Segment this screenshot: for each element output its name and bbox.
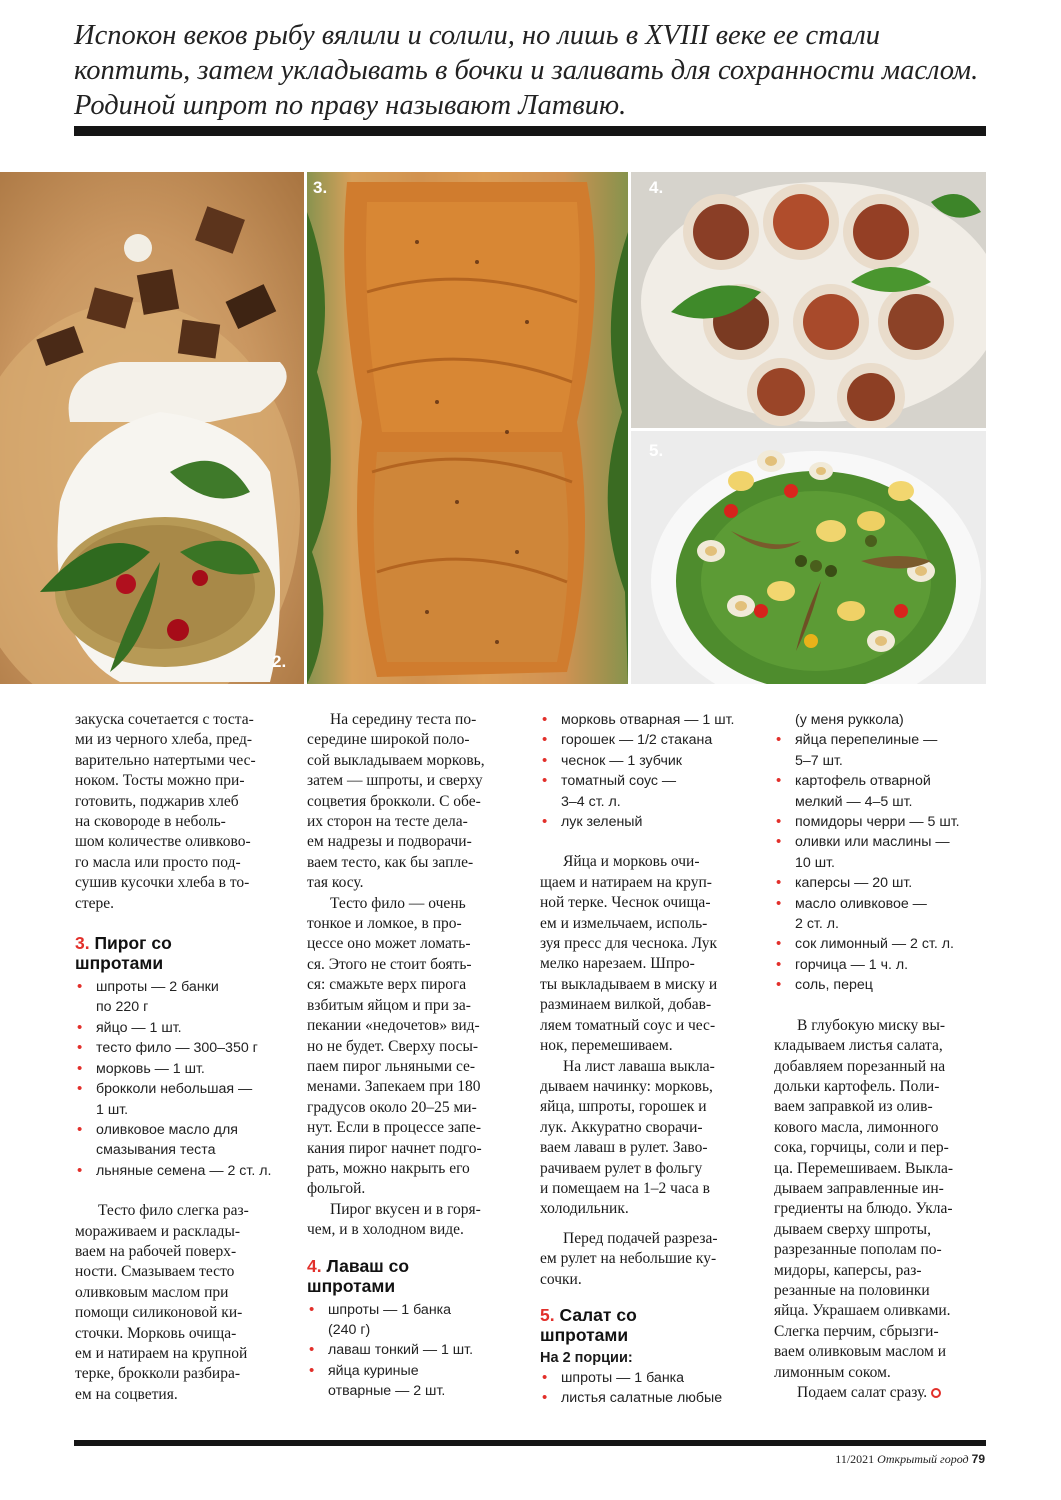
recipe-title: шпротами: [540, 1324, 629, 1345]
ingredient-item: • каперсы — 20 шт.: [774, 873, 986, 893]
body-line: терке, брокколи разбира-: [75, 1365, 241, 1383]
ingredient-item: смазывания теста: [96, 1142, 216, 1159]
photo-sprat-salad-art: [631, 431, 986, 684]
intro-divider: [74, 126, 986, 136]
body-line: ся: смажьте верх пирога: [307, 976, 467, 994]
body-line: [774, 1383, 986, 1403]
body-line: ваем на рабочей поверх-: [75, 1242, 237, 1260]
ingredient-list: [540, 1368, 760, 1409]
issue-number: 11/2021: [835, 1452, 875, 1466]
body-line: На лист лаваша выкла-: [563, 1057, 715, 1075]
body-line: нут. Если в процессе запе-: [307, 1119, 482, 1137]
body-line: чем, и в холодном виде.: [307, 1221, 464, 1239]
body-line: и помещаем на 1–2 часа в: [540, 1179, 710, 1197]
ingredient-list: [774, 710, 986, 996]
body-line: разрезанные пополам по-: [774, 1241, 942, 1259]
photo-number: 5.: [649, 441, 664, 460]
body-line: менами. Запекаем при 180: [307, 1078, 481, 1096]
ingredient-item: (у меня руккола): [795, 712, 904, 728]
body-line: гредиенты на блюдо. Укла-: [774, 1200, 953, 1218]
photo-number: 3.: [313, 178, 328, 197]
body-line: рать, можно накрыть его: [307, 1159, 470, 1177]
body-line: ты выкладываем в миску и: [540, 975, 718, 993]
body-line: го масла или просто под-: [75, 853, 241, 871]
body-line: стере.: [75, 894, 115, 912]
body-line: ности. Смазываем тесто: [75, 1263, 235, 1281]
body-line: ми из черного хлеба, пред-: [75, 731, 252, 749]
ingredient-item: • брокколи небольшая —: [75, 1079, 295, 1099]
body-line: кания пирог начнет подго-: [307, 1139, 482, 1157]
ingredient-item: • сок лимонный — 2 ст. л.: [774, 934, 986, 954]
body-line: дольки картофель. Поли-: [774, 1077, 940, 1095]
body-line: их сторон на тесте дела-: [307, 813, 468, 831]
body-line: ся. Этого не стоит боять-: [307, 955, 472, 973]
ingredient-item: отварные — 2 шт.: [328, 1383, 446, 1400]
ingredient-item: • шпроты — 1 банка: [307, 1300, 521, 1320]
body-line: дываем сверху шпроты,: [774, 1220, 931, 1238]
body-line: мораживаем и расклады-: [75, 1222, 241, 1240]
body-line: Тесто фило слегка раз-: [98, 1202, 249, 1220]
body-line: ем надрезы и подворачи-: [307, 833, 472, 851]
body-line: ваем оливковым маслом и: [774, 1343, 946, 1361]
ingredient-list: [75, 977, 295, 1181]
ingredient-item: • лаваш тонкий — 1 шт.: [307, 1340, 521, 1360]
body-line: ноком. Тосты можно при-: [75, 772, 245, 790]
recipe-title: шпротами: [307, 1275, 396, 1296]
body-line: помощи силиконовой ки-: [75, 1304, 243, 1322]
ingredient-item: • морковь отварная — 1 шт.: [540, 710, 760, 730]
ingredient-item: 5–7 шт.: [795, 752, 843, 769]
body-line: варительно натертыми чес-: [75, 751, 256, 769]
body-line: холодильник.: [540, 1200, 629, 1218]
magazine-name: Открытый город: [877, 1452, 969, 1466]
paragraph: [75, 1201, 295, 1405]
photo-number: 2.: [272, 652, 287, 671]
article-end-icon: [931, 1388, 941, 1398]
body-line: середине широкой поло-: [307, 731, 470, 749]
recipe-number: 4.: [307, 1255, 322, 1276]
recipe-title: Лаваш со: [321, 1255, 410, 1276]
text-column-3: [540, 710, 760, 1409]
body-line: сточки. Морковь очища-: [75, 1324, 237, 1342]
recipe-number: 5.: [540, 1304, 555, 1325]
body-line: ем на соцветия.: [75, 1385, 178, 1403]
body-line: паем пирог льняными се-: [307, 1057, 476, 1075]
body-line: резанные на половинки: [774, 1281, 930, 1299]
body-line: ем и натираем на крупной: [75, 1344, 248, 1362]
body-line: тонкое и ломкое, в про-: [307, 915, 462, 933]
body-line: фольгой.: [307, 1180, 366, 1198]
body-line: но не будет. Сверху посы-: [307, 1037, 479, 1055]
intro-text: [74, 18, 994, 123]
body-line: лимонным соком.: [774, 1363, 891, 1381]
ingredient-item: • томатный соус —: [540, 771, 760, 791]
body-line: Яйца и морковь очи-: [563, 853, 700, 871]
text-column-4: [774, 710, 986, 1403]
body-line: оливковым маслом при: [75, 1283, 229, 1301]
body-line: яйца, шпроты, горошек и: [540, 1098, 707, 1116]
text-column-1: [75, 710, 295, 1405]
recipe-heading-salad: [540, 1305, 760, 1345]
intro-line: Родиной шпрот по праву называют Латвию.: [74, 90, 627, 121]
body-line: ваем тесто, как бы запле-: [307, 853, 474, 871]
photo-sprat-pie-art: [307, 172, 628, 684]
ingredient-item: • морковь — 1 шт.: [75, 1059, 295, 1079]
recipe-title: Пирог со: [89, 933, 172, 954]
paragraph: [540, 852, 760, 1290]
ingredient-item: • масло оливковое —: [774, 894, 986, 914]
ingredient-item: • шпроты — 1 банка: [540, 1368, 760, 1388]
ingredient-item: (240 г): [328, 1321, 371, 1338]
body-line: Перед подачей разреза-: [563, 1229, 718, 1247]
recipe-number: 3.: [75, 933, 90, 954]
footer-divider: [74, 1440, 986, 1446]
closing-sentence: Подаем салат сразу.: [797, 1384, 928, 1401]
page-footer: [835, 1452, 985, 1467]
photo-lavash-rolls-art: [631, 172, 986, 428]
ingredient-item: • яйца перепелиные —: [774, 730, 986, 750]
body-line: шом количестве оливково-: [75, 833, 251, 851]
paragraph: [774, 1016, 986, 1404]
body-line: сушив кусочки хлеба в то-: [75, 874, 250, 892]
portions-label: На 2 порции:: [540, 1349, 633, 1366]
ingredient-item: • горчица — 1 ч. л.: [774, 955, 986, 975]
body-line: сока, горчицы, соли и пер-: [774, 1139, 949, 1157]
recipe-heading-lavash: [307, 1256, 521, 1296]
text-column-2: [307, 710, 521, 1402]
photo-sprat-pie: [307, 172, 628, 684]
body-line: ваем лаваш в рулет. Заво-: [540, 1139, 708, 1157]
body-line: ляем томатный соус и чес-: [540, 1016, 716, 1034]
photo-sprat-spread-art: [0, 172, 304, 684]
ingredient-item: по 220 г: [96, 999, 149, 1016]
intro-line: Испокон веков рыбу вялили и солили, но лишь в XVIII веке ее стали: [74, 20, 881, 51]
body-line: сочки.: [540, 1270, 582, 1288]
body-line: На середину теста по-: [330, 711, 477, 728]
body-line: рачиваем рулет в фольгу: [540, 1159, 703, 1177]
body-line: лук. Аккуратно сворачи-: [540, 1118, 703, 1136]
body-line: яйца. Украшаем оливками.: [774, 1302, 951, 1320]
ingredient-list: [540, 710, 760, 832]
body-line: Пирог вкусен и в горя-: [330, 1200, 481, 1218]
body-line: пекании «недочетов» вид-: [307, 1017, 480, 1035]
body-line: градусов около 20–25 ми-: [307, 1098, 477, 1116]
ingredient-item: • картофель отварной: [774, 771, 986, 791]
body-line: тая косу.: [307, 874, 364, 892]
body-line: кового масла, лимонного: [774, 1118, 939, 1136]
ingredient-item: 1 шт.: [96, 1101, 129, 1118]
ingredient-item: • тесто фило — 300–350 г: [75, 1038, 295, 1058]
photo-sprat-salad: [631, 431, 986, 684]
photo-sprat-spread: [0, 172, 304, 684]
body-line: ем и измельчаем, исполь-: [540, 914, 708, 932]
body-line: цессе оно может ломать-: [307, 935, 471, 953]
ingredient-item: мелкий — 4–5 шт.: [795, 793, 913, 810]
body-line: закуска сочетается с тоста-: [75, 711, 254, 728]
body-line: ца. Перемешиваем. Выкла-: [774, 1159, 954, 1177]
ingredient-item: 2 ст. л.: [795, 916, 839, 933]
ingredient-item: • яйца куриные: [307, 1361, 521, 1381]
ingredient-item: • листья салатные любые: [540, 1388, 760, 1408]
body-line: зуя пресс для чеснока. Лук: [540, 935, 718, 953]
body-line: сой выкладываем морковь,: [307, 751, 485, 769]
body-line: мелко нарезаем. Шпро-: [540, 955, 695, 973]
ingredient-item: • льняные семена — 2 ст. л.: [75, 1161, 295, 1181]
body-line: дываем заправленные ин-: [774, 1179, 944, 1197]
photo-number: 4.: [649, 178, 664, 197]
body-line: Слегка перчим, сбрызги-: [774, 1322, 939, 1340]
ingredient-list: [307, 1300, 521, 1402]
body-line: взбитым яйцом и при за-: [307, 996, 471, 1014]
body-line: на сковороде в неболь-: [75, 813, 226, 831]
ingredient-item: 3–4 ст. л.: [561, 793, 621, 810]
body-line: мидоры, каперсы, раз-: [774, 1261, 922, 1279]
ingredient-item: • яйцо — 1 шт.: [75, 1018, 295, 1038]
ingredient-item: • горошек — 1/2 стакана: [540, 730, 760, 750]
ingredient-item: 10 шт.: [795, 854, 835, 871]
photo-lavash-rolls: [631, 172, 986, 428]
page-number: 79: [971, 1452, 985, 1466]
recipe-title: Салат со: [554, 1304, 637, 1325]
body-line: ной терке. Чеснок очища-: [540, 894, 711, 912]
body-line: соцветия брокколи. С обе-: [307, 792, 481, 810]
body-line: ем рулет на небольшие ку-: [540, 1250, 717, 1268]
ingredient-item: • шпроты — 2 банки: [75, 977, 295, 997]
body-line: разминаем вилкой, добав-: [540, 996, 712, 1014]
recipe-heading-pie: [75, 933, 295, 973]
body-line: В глубокую миску вы-: [797, 1016, 946, 1034]
ingredient-item: • оливковое масло для: [75, 1120, 295, 1140]
body-line: затем — шпроты, и сверху: [307, 772, 483, 790]
ingredient-item: • соль, перец: [774, 975, 986, 995]
recipe-title: шпротами: [75, 953, 164, 974]
intro-line: коптить, затем укладывать в бочки и заливать для сохранности маслом.: [74, 55, 979, 86]
body-line: дываем начинку: морковь,: [540, 1077, 713, 1095]
ingredient-item: • чеснок — 1 зубчик: [540, 751, 760, 771]
ingredient-item: • лук зеленый: [540, 812, 760, 832]
body-line: ваем заправкой из олив-: [774, 1098, 933, 1116]
body-line: нок, перемешиваем.: [540, 1037, 673, 1055]
body-line: кладываем листья салата,: [774, 1037, 943, 1055]
body-line: готовить, поджарив хлеб: [75, 792, 239, 810]
body-line: Тесто фило — очень: [330, 894, 466, 912]
body-line: добавляем порезанный на: [774, 1057, 946, 1075]
ingredient-item: • оливки или маслины —: [774, 832, 986, 852]
body-line: щаем и натираем на круп-: [540, 873, 712, 891]
ingredient-item: • помидоры черри — 5 шт.: [774, 812, 986, 832]
